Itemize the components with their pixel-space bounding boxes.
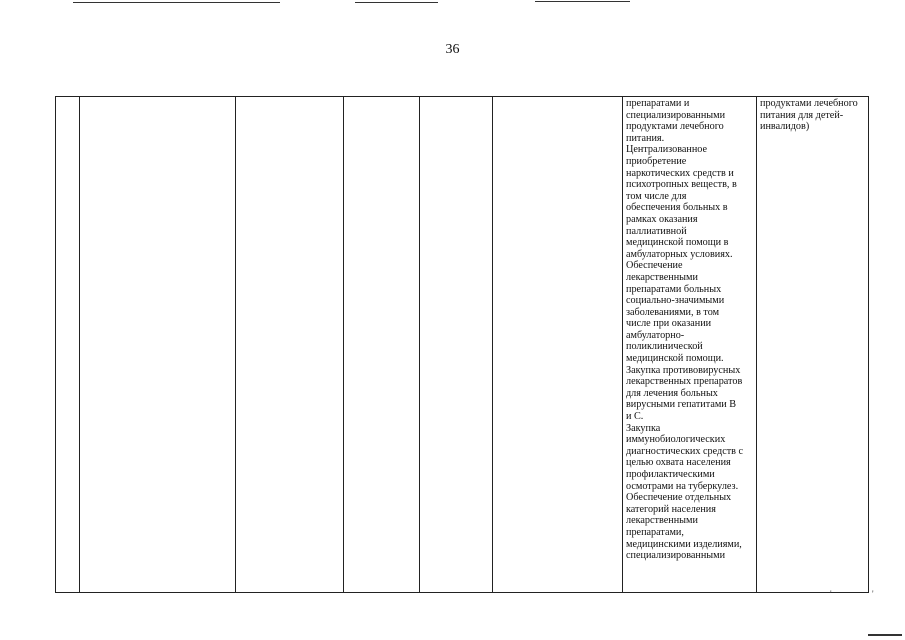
scan-speck: ' <box>872 589 874 599</box>
cell-line: медицинскими изделиями, <box>626 538 742 550</box>
cell-line: целью охвата населения <box>626 457 731 469</box>
cell-line: амбулаторных условиях. <box>626 248 733 260</box>
cell-line: психотропных веществ, в <box>626 179 737 191</box>
table-cell-col1 <box>56 97 80 593</box>
table-cell-col4 <box>344 97 420 593</box>
cell-line: диагностических средств с <box>626 445 744 457</box>
cell-line: питания. <box>626 132 665 144</box>
cell-line: продуктами лечебного <box>626 121 724 133</box>
table-cell-col5 <box>420 97 493 593</box>
table-cell-col2 <box>80 97 236 593</box>
cell-line: вирусными гепатитами В <box>626 399 737 411</box>
cell-line: лекарственными <box>626 515 698 527</box>
cell-line: обеспечения больных в <box>626 202 728 214</box>
cell-line: амбулаторно- <box>626 329 685 341</box>
cell-line: препаратами, <box>626 526 684 538</box>
cell-line: поликлинической <box>626 341 703 353</box>
page-number: 36 <box>445 42 460 57</box>
scan-speck: ' <box>830 589 832 599</box>
top-rule-middle <box>355 2 438 3</box>
table-cell-col7 <box>623 97 757 593</box>
table-cell-col3 <box>236 97 344 593</box>
cell-line: специализированными <box>626 109 726 121</box>
cell-line: заболеваниями, в том <box>626 306 720 318</box>
cell-line: медицинской помощи. <box>626 353 724 365</box>
cell-line: профилактическими <box>626 469 715 480</box>
cell-line: приобретение <box>626 155 687 167</box>
cell-line: питания для детей- <box>760 109 844 121</box>
cell-line: препаратами больных <box>626 283 722 295</box>
top-rule-right <box>535 1 630 2</box>
cell-line: препаратами и <box>626 98 690 109</box>
cell-line: специализированными <box>626 550 726 562</box>
cell-line: лекарственными <box>626 271 698 283</box>
document-table <box>55 96 869 593</box>
cell-line: том числе для <box>626 190 687 202</box>
cell-line: Централизованное <box>626 144 708 156</box>
cell-line: осмотрами на туберкулез. <box>626 480 739 492</box>
cell-line: социально-значимыми <box>626 295 725 307</box>
cell-line: Обеспечение отдельных <box>626 492 732 504</box>
cell-line: инвалидов) <box>760 121 810 133</box>
cell-line: паллиативной <box>626 225 687 237</box>
table-cell-col6 <box>493 97 623 593</box>
cell-line: Закупка противовирусных <box>626 364 741 376</box>
table-row <box>56 97 869 593</box>
cell-line: Закупка <box>626 422 661 434</box>
top-rule-left <box>73 2 280 3</box>
cell-line: Обеспечение <box>626 260 683 272</box>
cell-line: числе при оказании <box>626 318 712 330</box>
cell-line: лекарственных препаратов <box>626 376 743 388</box>
cell-line: иммунобиологических <box>626 434 726 446</box>
cell-line: рамках оказания <box>626 213 698 225</box>
cell-line: категорий населения <box>626 503 716 515</box>
cell-line: продуктами лечебного <box>760 98 858 109</box>
bottom-rule-right <box>868 634 902 636</box>
cell-line: медицинской помощи в <box>626 237 729 249</box>
table-cell-col8 <box>757 97 869 593</box>
cell-line: наркотических средств и <box>626 167 734 179</box>
cell-line: для лечения больных <box>626 387 718 399</box>
cell-line: и С. <box>626 411 644 423</box>
